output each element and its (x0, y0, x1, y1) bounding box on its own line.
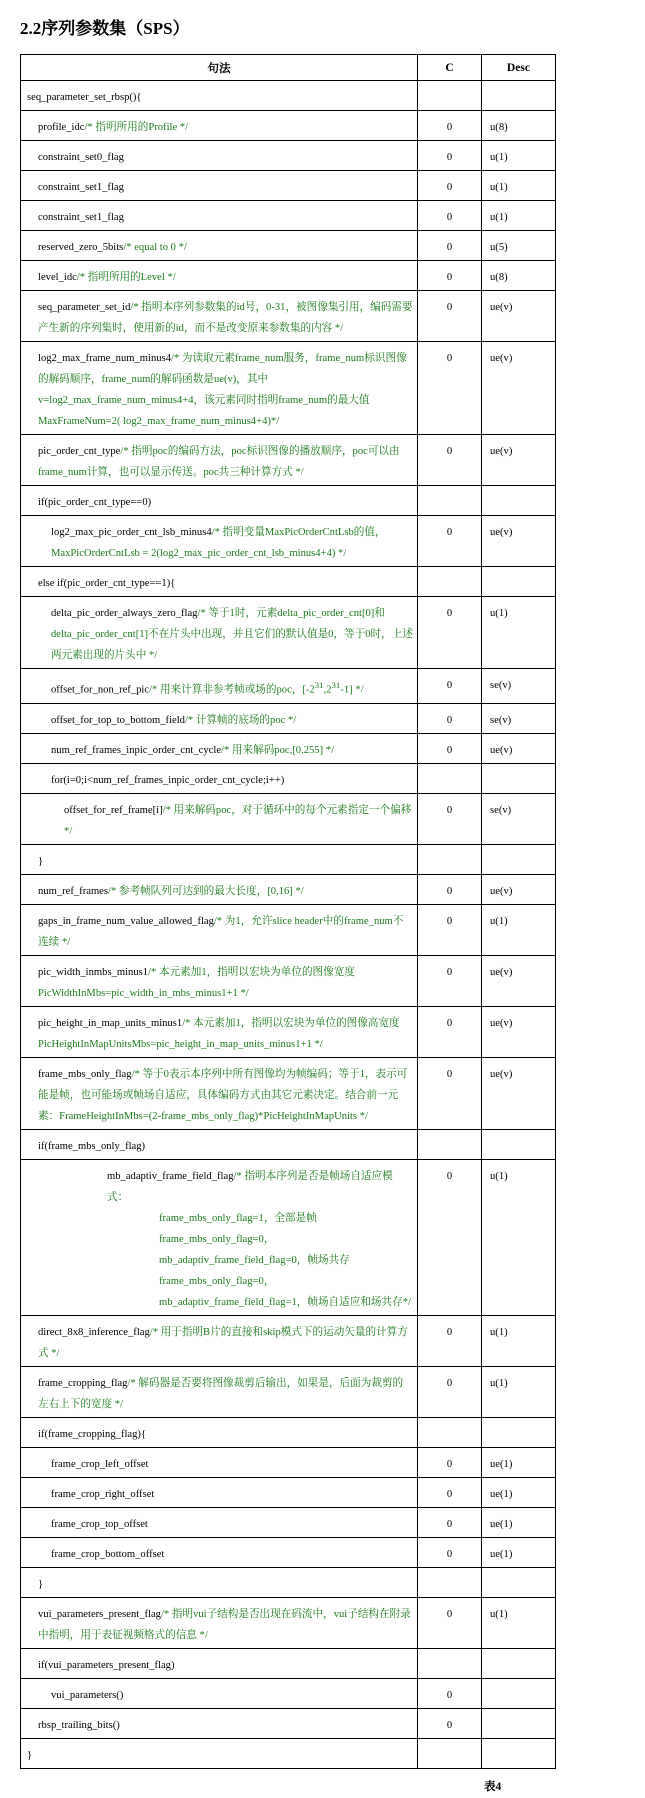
category-cell: 0 (418, 231, 482, 261)
descriptor-cell: u(1) (482, 1366, 556, 1417)
syntax-cell (21, 81, 418, 111)
syntax-element: } (38, 855, 44, 867)
category-cell (418, 1417, 482, 1447)
category-cell: 0 (418, 793, 482, 844)
descriptor-cell: u(1) (482, 171, 556, 201)
syntax-element: seq_parameter_set_rbsp(){ (27, 92, 142, 103)
table-row (21, 1507, 556, 1537)
table-row (21, 291, 556, 342)
syntax-comment: /* 指明所用的Profile */ (84, 122, 189, 133)
table-row (21, 1006, 556, 1057)
syntax-comment: /* 用于指明B片的直接和skip模式下的运动矢量的计算方式 */ (38, 1326, 408, 1359)
syntax-comment: /* 等于1时，元素delta_pic_order_cnt[0]和delta_pic_order_cnt[1]不在片头中出现，并且它们的默认值是0，等于0时，上述两元素出现的片头中 */ (51, 608, 413, 661)
table-row (21, 1315, 556, 1366)
syntax-comment: /* 为1，允许slice header中的frame_num不连续 */ (38, 915, 404, 948)
descriptor-cell: u(1) (482, 1159, 556, 1315)
descriptor-cell: se(v) (482, 703, 556, 733)
category-cell: 0 (418, 1366, 482, 1417)
table-row (21, 904, 556, 955)
table-row (21, 81, 556, 111)
descriptor-cell: u(1) (482, 1315, 556, 1366)
table-row (21, 1567, 556, 1597)
syntax-cell (21, 1597, 418, 1648)
syntax-cell (21, 516, 418, 567)
syntax-cell (21, 1129, 418, 1159)
syntax-element: frame_crop_left_offset (51, 1458, 149, 1470)
category-cell: 0 (418, 904, 482, 955)
syntax-comment-line: frame_mbs_only_flag=1，全部是帧 (159, 1212, 317, 1224)
syntax-comment: /* 等于0表示本序列中所有图像均为帧编码；等于1，表示可能是帧，也可能场或帧场自适应，具体编码方式由其它元素决定。结合前一元素：FrameHeightInMbs=(2-frame_mbs_only_flag)*PicHeightInMapUnits */ (38, 1068, 408, 1122)
syntax-element: constraint_set0_flag (38, 152, 124, 163)
syntax-comment: /* equal to 0 */ (123, 242, 187, 253)
syntax-element: vui_parameters() (51, 1689, 124, 1701)
descriptor-cell (482, 763, 556, 793)
syntax-element: offset_for_ref_frame[i] (64, 804, 163, 816)
syntax-cell (21, 111, 418, 141)
descriptor-cell: ue(v) (482, 874, 556, 904)
descriptor-cell: ue(v) (482, 342, 556, 435)
category-cell: 0 (418, 261, 482, 291)
syntax-element: } (27, 1749, 33, 1761)
syntax-cell (21, 141, 418, 171)
sps-syntax-table (20, 54, 556, 1769)
descriptor-cell: ue(v) (482, 1006, 556, 1057)
descriptor-cell (482, 1708, 556, 1738)
syntax-element: if(vui_parameters_present_flag) (38, 1659, 175, 1671)
syntax-cell (21, 1057, 418, 1129)
syntax-comment: /* 本元素加1，指明以宏块为单位的图像宽度PicWidthInMbs=pic_width_in_mbs_minus1+1 */ (38, 966, 355, 999)
syntax-element: num_ref_frames (38, 885, 109, 897)
table-row (21, 1648, 556, 1678)
descriptor-cell: ue(v) (482, 516, 556, 567)
table-row (21, 793, 556, 844)
syntax-element: pic_width_inmbs_minus1 (38, 966, 149, 978)
table-row (21, 669, 556, 704)
syntax-cell (21, 261, 418, 291)
syntax-element: frame_mbs_only_flag (38, 1068, 132, 1080)
header-syntax: 句法 (21, 55, 418, 81)
syntax-comment: /* 指明所用的Level */ (76, 272, 176, 283)
syntax-cell (21, 567, 418, 597)
syntax-comment-mid: ,2 (323, 684, 332, 696)
category-cell: 0 (418, 1597, 482, 1648)
category-cell: 0 (418, 1708, 482, 1738)
category-cell: 0 (418, 733, 482, 763)
syntax-cell (21, 904, 418, 955)
syntax-element: constraint_set1_flag (38, 212, 124, 223)
table-row (21, 342, 556, 435)
exponent: 31 (314, 680, 324, 690)
syntax-cell (21, 763, 418, 793)
table-row (21, 844, 556, 874)
table-row (21, 955, 556, 1006)
syntax-cell (21, 1315, 418, 1366)
table-row (21, 1597, 556, 1648)
table-row (21, 1708, 556, 1738)
category-cell: 0 (418, 342, 482, 435)
syntax-cell (21, 1159, 418, 1315)
header-c: C (418, 55, 482, 81)
syntax-comment: /* 为读取元素frame_num服务，frame_num标识图像的解码顺序，frame_num的解码函数是ue(v)，其中v=log2_max_frame_num_minus4+4，该元素同时指明frame_num的最大值MaxFrameNum=2( log2_max_frame_num_minus4+4)*/ (38, 353, 407, 427)
syntax-element: constraint_set1_flag (38, 182, 124, 193)
syntax-cell (21, 1738, 418, 1768)
category-cell: 0 (418, 1159, 482, 1315)
syntax-cell (21, 342, 418, 435)
descriptor-cell: ue(v) (482, 1057, 556, 1129)
descriptor-cell: ue(v) (482, 435, 556, 486)
table-row (21, 1678, 556, 1708)
table-row (21, 1477, 556, 1507)
descriptor-cell: se(v) (482, 669, 556, 704)
syntax-comment: /* 指明本序列参数集的id号，0-31，被图像集引用，编码需要产生新的序列集时，使用新的id，而不是改变原来参数集的内容 */ (38, 302, 413, 334)
category-cell: 0 (418, 435, 482, 486)
syntax-cell (21, 669, 418, 704)
table-row (21, 231, 556, 261)
category-cell (418, 1738, 482, 1768)
syntax-comment: /* 指明poc的编码方法，poc标识图像的播放顺序，poc可以由frame_num计算，也可以显示传送。poc共三种计算方式 */ (38, 446, 400, 478)
category-cell: 0 (418, 703, 482, 733)
category-cell (418, 844, 482, 874)
category-cell (418, 567, 482, 597)
category-cell: 0 (418, 669, 482, 704)
table-row (21, 1159, 556, 1315)
syntax-element: if(pic_order_cnt_type==0) (38, 497, 152, 508)
descriptor-cell: u(1) (482, 1597, 556, 1648)
table-header-row (21, 55, 556, 81)
syntax-element: else if(pic_order_cnt_type==1){ (38, 578, 176, 589)
descriptor-cell: ue(1) (482, 1507, 556, 1537)
syntax-element: frame_crop_top_offset (51, 1518, 148, 1530)
syntax-comment: /* 指明变量MaxPicOrderCntLsb的值， MaxPicOrderCntLsb = 2(log2_max_pic_order_cnt_lsb_minus4+4) */ (51, 527, 386, 559)
category-cell: 0 (418, 291, 482, 342)
category-cell: 0 (418, 201, 482, 231)
syntax-element: gaps_in_frame_num_value_allowed_flag (38, 915, 214, 927)
syntax-element: offset_for_top_to_bottom_field (51, 714, 185, 726)
descriptor-cell: ue(v) (482, 291, 556, 342)
category-cell: 0 (418, 111, 482, 141)
syntax-comment-tail: -1] */ (340, 684, 364, 696)
syntax-element: offset_for_non_ref_pic (51, 684, 150, 696)
syntax-element: log2_max_pic_order_cnt_lsb_minus4 (51, 527, 212, 538)
category-cell (418, 1648, 482, 1678)
syntax-cell (21, 486, 418, 516)
syntax-cell (21, 844, 418, 874)
section-title: 2.2序列参数集（SPS） (20, 19, 190, 38)
syntax-comment: /* 指明vui子结构是否出现在码流中，vui子结构在附录中指明，用于表征视频格式的信息 */ (38, 1608, 411, 1641)
category-cell (418, 763, 482, 793)
descriptor-cell (482, 567, 556, 597)
syntax-element: if(frame_cropping_flag){ (38, 1428, 147, 1440)
syntax-cell (21, 201, 418, 231)
descriptor-cell: u(8) (482, 261, 556, 291)
syntax-element: for(i=0;i<num_ref_frames_inpic_order_cnt_cycle;i++) (51, 774, 285, 786)
syntax-element: delta_pic_order_always_zero_flag (51, 608, 198, 619)
syntax-cell (21, 1708, 418, 1738)
table-row (21, 874, 556, 904)
category-cell (418, 81, 482, 111)
descriptor-cell: ue(v) (482, 733, 556, 763)
table-row (21, 733, 556, 763)
syntax-element: reserved_zero_5bits (38, 242, 124, 253)
descriptor-cell (482, 1678, 556, 1708)
table-caption: 表4 (484, 1781, 502, 1793)
syntax-element: frame_crop_right_offset (51, 1488, 155, 1500)
syntax-cell (21, 874, 418, 904)
syntax-element: log2_max_frame_num_minus4 (38, 353, 171, 364)
descriptor-cell (482, 1738, 556, 1768)
syntax-cell (21, 1678, 418, 1708)
table-row (21, 567, 556, 597)
syntax-comment: /* 解码器是否要将图像裁剪后输出，如果是，后面为裁剪的左右上下的宽度 */ (38, 1377, 404, 1410)
descriptor-cell: se(v) (482, 793, 556, 844)
descriptor-cell (482, 844, 556, 874)
syntax-comment: /* 计算帧的底场的poc */ (184, 714, 297, 726)
syntax-element: num_ref_frames_inpic_order_cnt_cycle (51, 744, 222, 756)
syntax-cell (21, 291, 418, 342)
syntax-cell (21, 435, 418, 486)
category-cell (418, 1129, 482, 1159)
table-row (21, 201, 556, 231)
category-cell: 0 (418, 1477, 482, 1507)
descriptor-cell: u(1) (482, 597, 556, 669)
descriptor-cell: ue(1) (482, 1447, 556, 1477)
category-cell: 0 (418, 141, 482, 171)
syntax-element: } (38, 1578, 44, 1590)
syntax-element: profile_idc (38, 122, 85, 133)
syntax-comment: /* 用来计算非参考帧或场的poc，[-2 (149, 684, 315, 696)
syntax-cell (21, 1447, 418, 1477)
table-row (21, 141, 556, 171)
table-row (21, 1057, 556, 1129)
syntax-cell (21, 1366, 418, 1417)
syntax-element: pic_order_cnt_type (38, 446, 121, 457)
category-cell: 0 (418, 171, 482, 201)
category-cell: 0 (418, 1507, 482, 1537)
table-row (21, 597, 556, 669)
descriptor-cell (482, 1648, 556, 1678)
syntax-cell (21, 231, 418, 261)
syntax-cell (21, 1477, 418, 1507)
syntax-cell (21, 597, 418, 669)
syntax-element: seq_parameter_set_id (38, 302, 131, 313)
descriptor-cell (482, 1129, 556, 1159)
category-cell (418, 1567, 482, 1597)
category-cell: 0 (418, 516, 482, 567)
descriptor-cell: u(1) (482, 201, 556, 231)
descriptor-cell (482, 1567, 556, 1597)
syntax-comment-line: frame_mbs_only_flag=0， mb_adaptiv_frame_field_flag=1，帧场自适应和场共存*/ (159, 1275, 411, 1308)
table-row (21, 1738, 556, 1768)
syntax-comment: /* 用来解码poc,[0.255] */ (221, 744, 335, 756)
syntax-element: frame_cropping_flag (38, 1377, 128, 1389)
syntax-cell (21, 733, 418, 763)
syntax-comment: /* 本元素加1，指明以宏块为单位的图像高宽度 PicHeightInMapUnitsMbs=pic_height_in_map_units_minus1+1 */ (38, 1017, 400, 1050)
descriptor-cell: u(1) (482, 904, 556, 955)
syntax-cell (21, 793, 418, 844)
exponent: 31 (331, 680, 341, 690)
syntax-cell (21, 171, 418, 201)
syntax-cell (21, 703, 418, 733)
descriptor-cell (482, 486, 556, 516)
category-cell: 0 (418, 1315, 482, 1366)
table-row (21, 171, 556, 201)
table-body (21, 81, 556, 1769)
syntax-element: level_idc (38, 272, 77, 283)
syntax-cell (21, 1648, 418, 1678)
descriptor-cell: ue(v) (482, 955, 556, 1006)
syntax-element: direct_8x8_inference_flag (38, 1326, 150, 1338)
descriptor-cell: ue(1) (482, 1537, 556, 1567)
table-row (21, 1417, 556, 1447)
syntax-cell (21, 1537, 418, 1567)
table-row (21, 261, 556, 291)
category-cell: 0 (418, 1006, 482, 1057)
table-row (21, 435, 556, 486)
header-desc: Desc (482, 55, 556, 81)
category-cell: 0 (418, 1057, 482, 1129)
syntax-comment-line: frame_mbs_only_flag=0， mb_adaptiv_frame_field_flag=0，帧场共存 (159, 1233, 350, 1266)
category-cell: 0 (418, 955, 482, 1006)
syntax-comment: /* 参考帧队列可达到的最大长度，[0,16] */ (108, 885, 304, 897)
table-row (21, 703, 556, 733)
category-cell (418, 486, 482, 516)
category-cell: 0 (418, 1537, 482, 1567)
syntax-cell (21, 1507, 418, 1537)
category-cell: 0 (418, 597, 482, 669)
table-row (21, 486, 556, 516)
descriptor-cell: ue(1) (482, 1477, 556, 1507)
category-cell: 0 (418, 1678, 482, 1708)
descriptor-cell: u(1) (482, 141, 556, 171)
table-row (21, 1447, 556, 1477)
syntax-cell (21, 955, 418, 1006)
table-row (21, 1537, 556, 1567)
table-row (21, 1129, 556, 1159)
table-row (21, 516, 556, 567)
table-row (21, 763, 556, 793)
syntax-comment: /* 用来解码poc，对于循环中的每个元素指定一个偏移 */ (64, 804, 412, 837)
syntax-element: mb_adaptiv_frame_field_flag (107, 1170, 234, 1182)
syntax-cell (21, 1567, 418, 1597)
syntax-element: rbsp_trailing_bits() (38, 1719, 120, 1731)
category-cell: 0 (418, 874, 482, 904)
syntax-cell (21, 1417, 418, 1447)
syntax-comment: /* 指明本序列是否是帧场自适应模式： (107, 1170, 393, 1203)
descriptor-cell (482, 1417, 556, 1447)
syntax-element: vui_parameters_present_flag (38, 1608, 161, 1620)
descriptor-cell: u(5) (482, 231, 556, 261)
descriptor-cell (482, 81, 556, 111)
syntax-element: pic_height_in_map_units_minus1 (38, 1017, 183, 1029)
syntax-element: frame_crop_bottom_offset (51, 1548, 165, 1560)
syntax-cell (21, 1006, 418, 1057)
syntax-element: if(frame_mbs_only_flag) (38, 1140, 146, 1152)
table-row (21, 1366, 556, 1417)
descriptor-cell: u(8) (482, 111, 556, 141)
category-cell: 0 (418, 1447, 482, 1477)
table-row (21, 111, 556, 141)
